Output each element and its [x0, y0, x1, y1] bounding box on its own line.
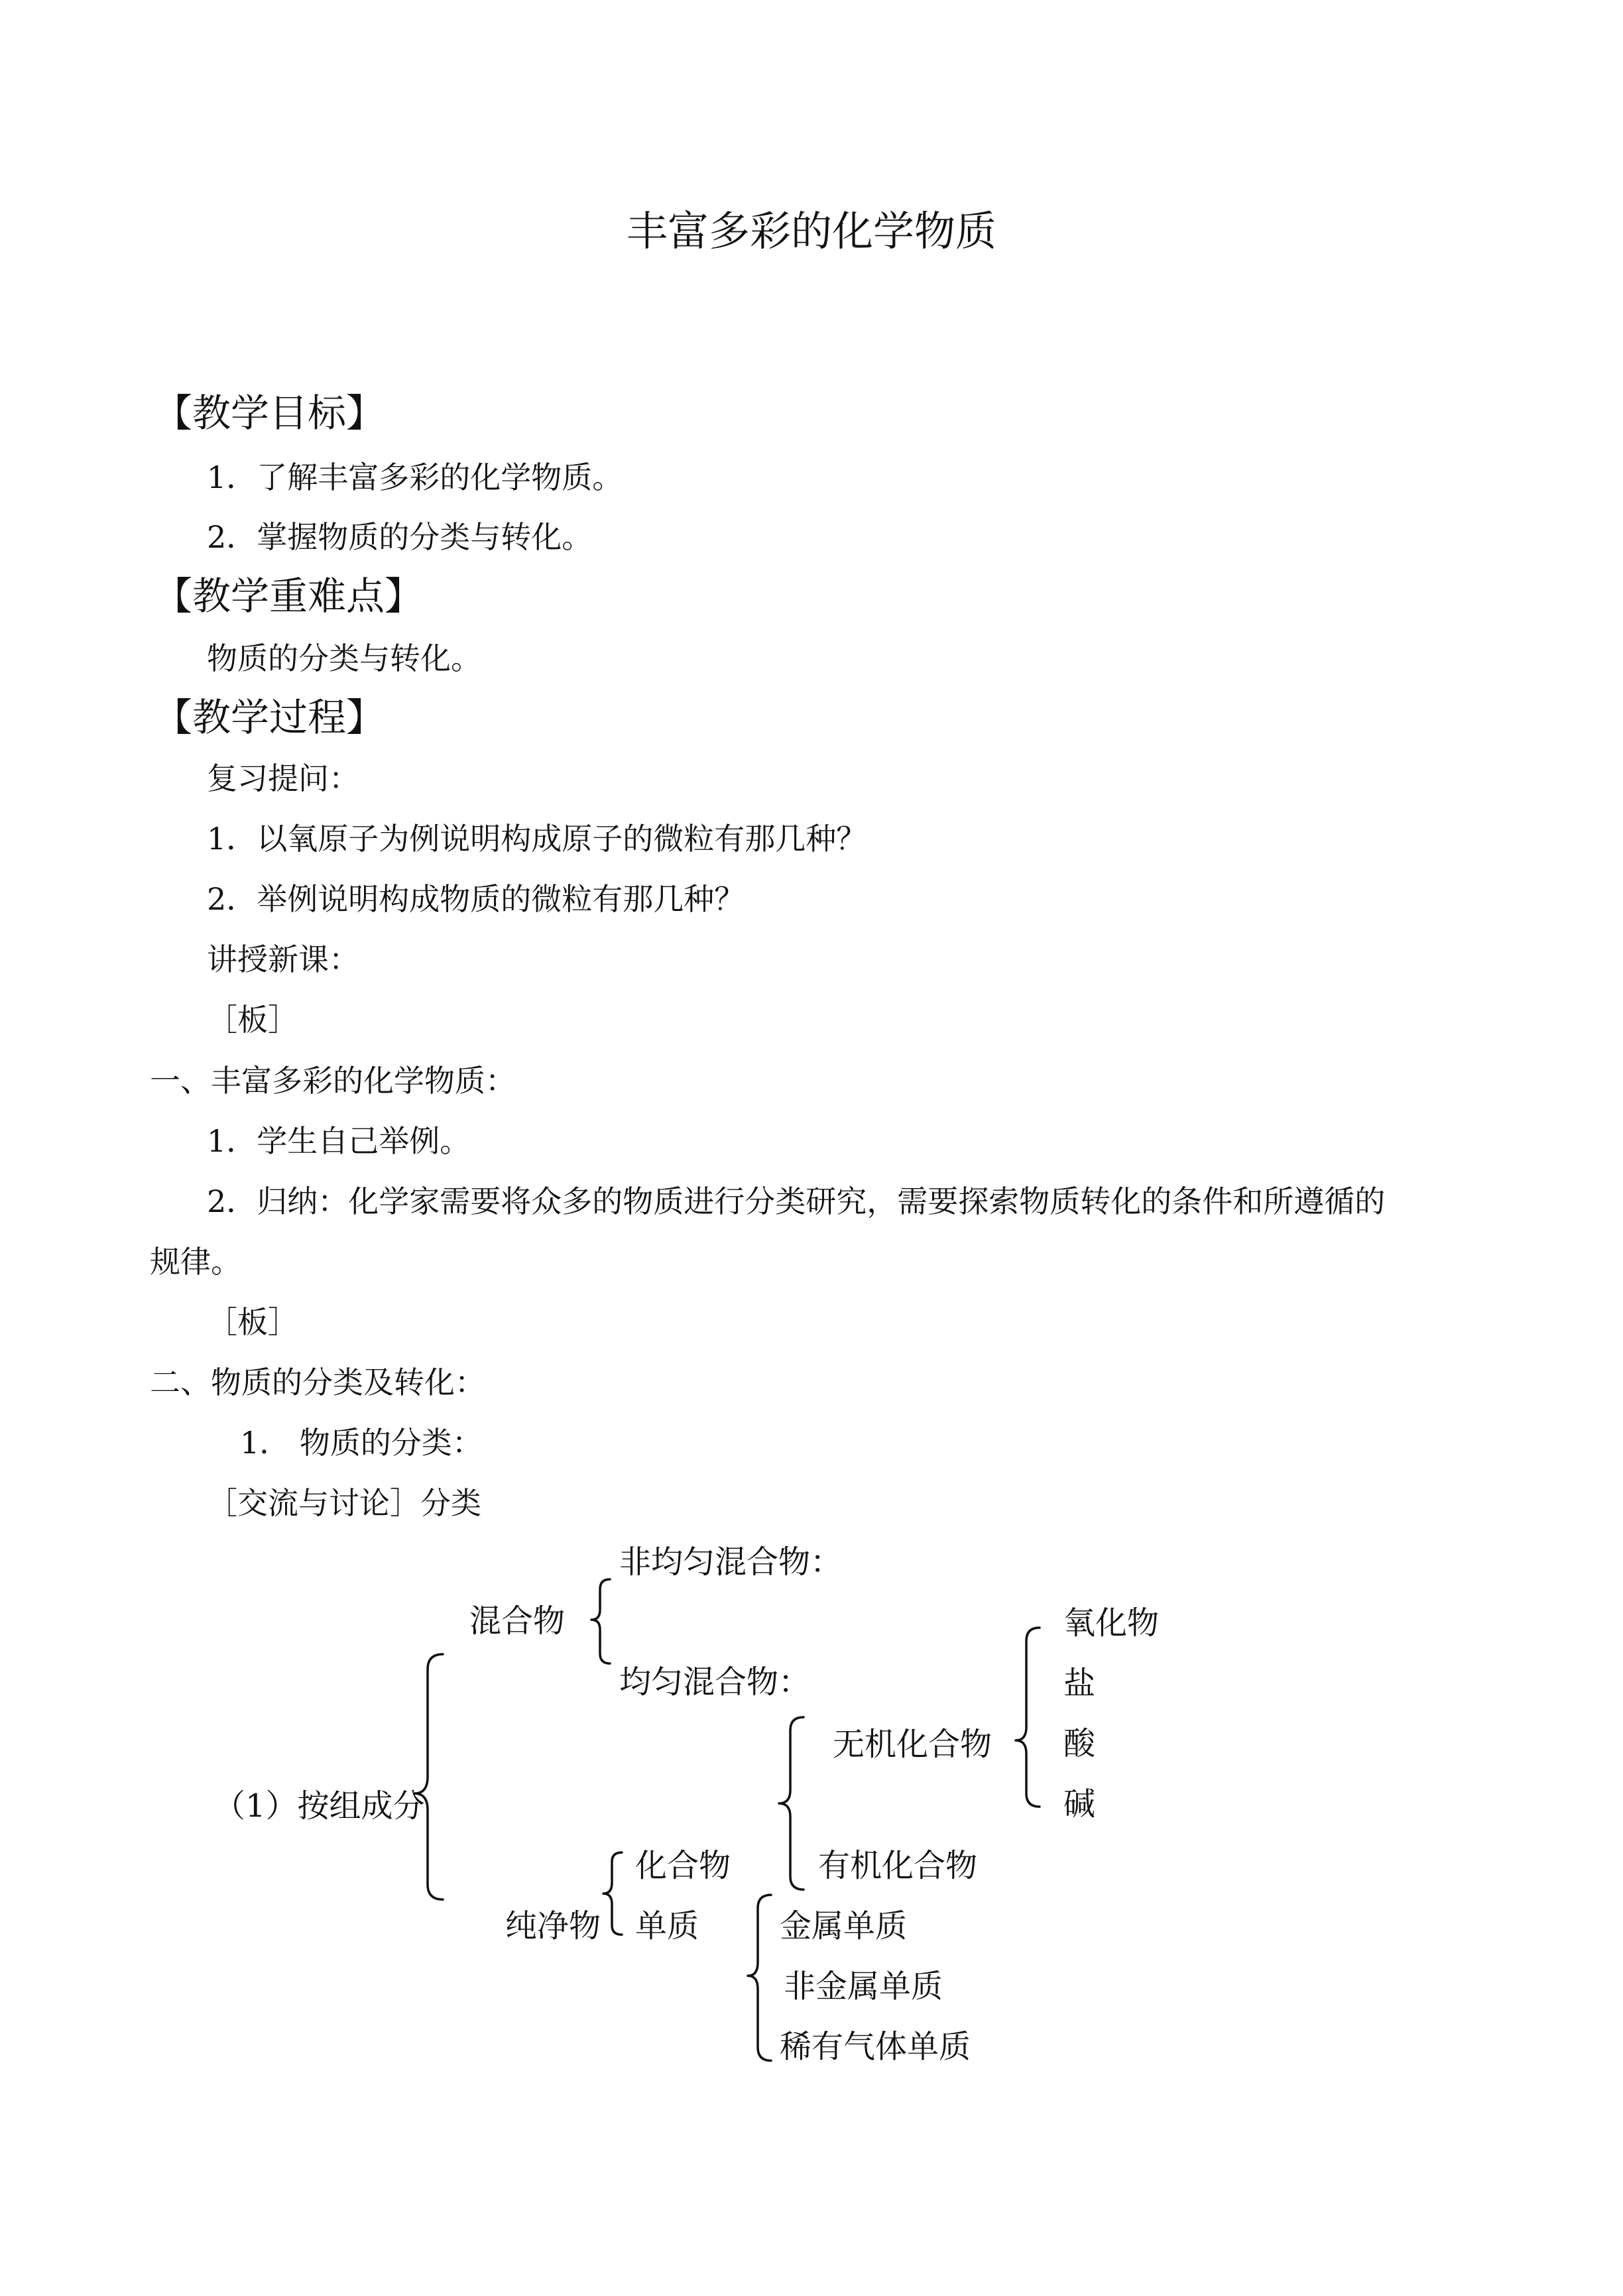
diagram-root: （1）按组成分 [213, 1787, 425, 1825]
goal-item-2: 2．掌握物质的分类与转化。 [207, 519, 593, 555]
part1-item-1: 1．学生自己举例。 [207, 1123, 471, 1159]
diagram-mixture: 混合物 [469, 1602, 566, 1640]
brace-compound [779, 1717, 804, 1890]
brace-pure [603, 1852, 622, 1935]
goal-item-1: 1．了解丰富多彩的化学物质。 [207, 459, 623, 495]
diagram-heterogeneous: 非均匀混合物： [619, 1543, 843, 1581]
diagram-homogeneous: 均匀混合物： [619, 1663, 811, 1701]
diagram-salt: 盐 [1063, 1665, 1096, 1702]
part1-item-2-continued: 规律。 [150, 1244, 241, 1280]
part1-heading: 一、丰富多彩的化学物质： [150, 1063, 516, 1099]
review-label: 复习提问： [207, 760, 359, 796]
part2-item-1: 1． 物质的分类： [240, 1425, 483, 1461]
diagram-base: 碱 [1063, 1785, 1096, 1823]
diagram-metal-element: 金属单质 [780, 1907, 908, 1945]
part1-item-2: 2．归纳：化学家需要将众多的物质进行分类研究，需要探索物质转化的条件和所遵循的 [207, 1183, 1386, 1219]
part2-heading: 二、物质的分类及转化： [150, 1364, 485, 1400]
document-title: 丰富多彩的化学物质 [626, 207, 996, 255]
key-points-text: 物质的分类与转化。 [207, 640, 481, 676]
new-lesson-label: 讲授新课： [207, 941, 359, 977]
brace-root [414, 1654, 443, 1900]
process-heading: 【教学过程】 [154, 695, 385, 740]
diagram-compound: 化合物 [635, 1847, 731, 1884]
brace-inorganic [1016, 1628, 1040, 1807]
diagram-inorganic: 无机化合物 [833, 1726, 992, 1763]
goals-heading: 【教学目标】 [154, 391, 385, 436]
review-item-1: 1．以氧原子为例说明构成原子的微粒有那几种？ [207, 821, 867, 857]
review-item-2: 2．举例说明构成物质的微粒有那几种？ [207, 881, 745, 917]
diagram-organic: 有机化合物 [818, 1847, 978, 1884]
brace-mixture [591, 1579, 610, 1663]
diagram-noble-gas-element: 稀有气体单质 [780, 2028, 971, 2065]
brace-element [748, 1895, 771, 2061]
board-label-1: ［板］ [207, 1002, 298, 1038]
diagram-nonmetal-element: 非金属单质 [784, 1968, 943, 2005]
key-points-heading: 【教学重难点】 [154, 574, 424, 619]
discussion-label: ［交流与讨论］分类 [207, 1485, 481, 1521]
board-label-2: ［板］ [207, 1304, 298, 1340]
diagram-oxide: 氧化物 [1063, 1604, 1160, 1642]
diagram-acid: 酸 [1063, 1725, 1096, 1762]
diagram-pure: 纯净物 [505, 1907, 601, 1945]
diagram-element-substance: 单质 [635, 1907, 699, 1945]
